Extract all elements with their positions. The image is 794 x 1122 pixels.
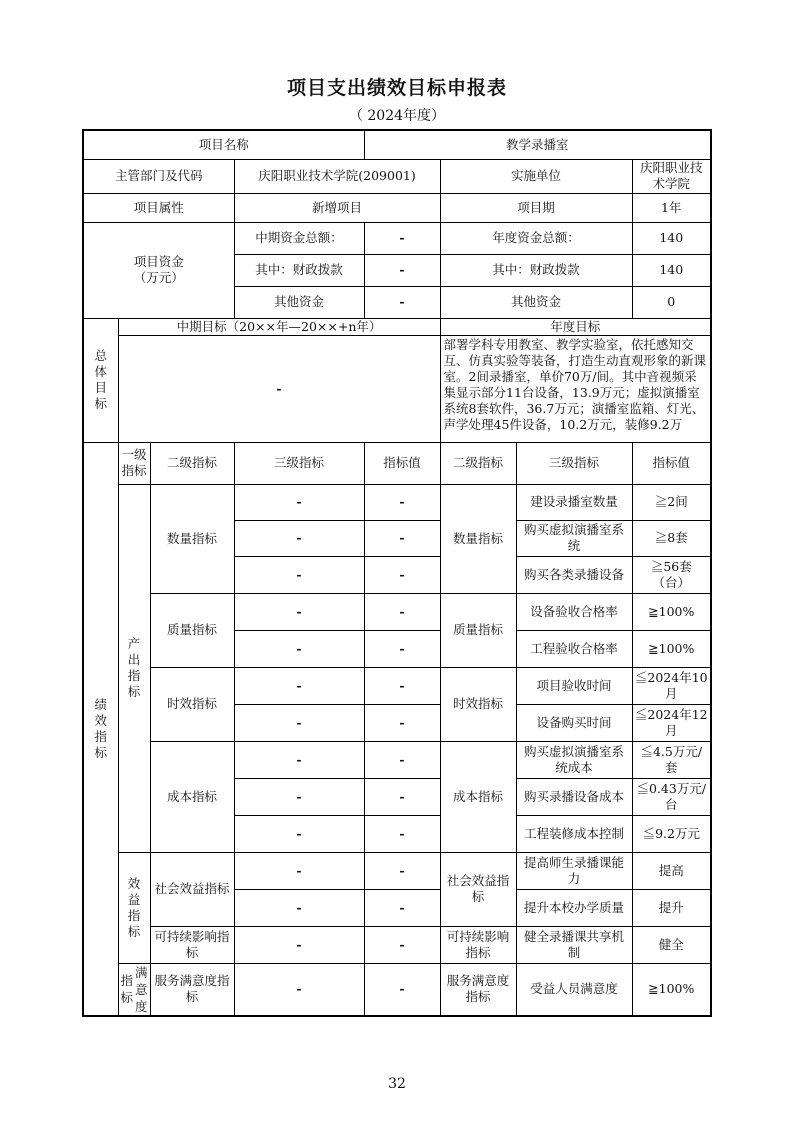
quantity-val-3: ≧56套（台） xyxy=(632,556,711,593)
quantity-val-2: ≧8套 xyxy=(632,520,711,556)
l3-left-cell: - xyxy=(234,889,364,926)
value-left-cell: - xyxy=(364,667,440,704)
l3-left-cell: - xyxy=(234,704,364,741)
page-title: 项目支出绩效目标申报表 xyxy=(286,77,507,99)
social-val-2: 提升 xyxy=(632,889,711,926)
l3-left-cell: - xyxy=(234,815,364,852)
time-l3-1: 项目验收时间 xyxy=(516,667,632,704)
value-left-cell: - xyxy=(364,852,440,889)
indicators-section-text: 绩效指标 xyxy=(94,696,108,760)
time-val-2: ≦2024年12月 xyxy=(632,704,711,741)
social-val-1: 提高 xyxy=(632,852,711,889)
service-l2-left: 服务满意度指标 xyxy=(150,963,234,1016)
value-left-cell: - xyxy=(364,963,440,1016)
dept-label: 主管部门及代码 xyxy=(83,159,234,193)
cost-l2-left: 成本指标 xyxy=(150,741,234,852)
page-number: 32 xyxy=(388,1076,406,1092)
quality-val-1: ≧100% xyxy=(632,593,711,630)
satisfaction-l1-part-b: 满意度 xyxy=(135,964,148,1014)
quantity-l2-left: 数量指标 xyxy=(150,484,234,593)
value-left-cell: - xyxy=(364,926,440,963)
sustain-val-1: 健全 xyxy=(632,926,711,963)
period-label: 项目期 xyxy=(440,193,632,222)
quantity-l2-right: 数量指标 xyxy=(440,484,516,593)
cost-l3-3: 工程装修成本控制 xyxy=(516,815,632,852)
l3-left-cell: - xyxy=(234,778,364,815)
header-value: 指标值 xyxy=(364,442,440,484)
sustain-l2-left: 可持续影响指标 xyxy=(150,926,234,963)
value-left-cell: - xyxy=(364,484,440,520)
time-l2-left: 时效指标 xyxy=(150,667,234,741)
satisfaction-l1-part-a: 指标 xyxy=(120,973,134,1005)
value-left-cell: - xyxy=(364,815,440,852)
service-l3-1: 受益人员满意度 xyxy=(516,963,632,1016)
l3-left-cell: - xyxy=(234,484,364,520)
cost-l2-right: 成本指标 xyxy=(440,741,516,852)
quality-l2-left: 质量指标 xyxy=(150,593,234,667)
quality-l3-2: 工程验收合格率 xyxy=(516,630,632,667)
mid-goal-content: - xyxy=(118,335,440,442)
quality-val-2: ≧100% xyxy=(632,630,711,667)
year-fiscal-label: 其中：财政拨款 xyxy=(440,254,632,286)
year-total-label: 年度资金总额： xyxy=(440,222,632,254)
sustain-l3-1: 健全录播课共享机制 xyxy=(516,926,632,963)
value-left-cell: - xyxy=(364,741,440,778)
quantity-l3-3: 购买各类录播设备 xyxy=(516,556,632,593)
value-left-cell: - xyxy=(364,889,440,926)
l3-left-cell: - xyxy=(234,556,364,593)
year-other-value: 0 xyxy=(632,286,711,318)
social-l2-left: 社会效益指标 xyxy=(150,852,234,926)
cost-l3-2: 购买录播设备成本 xyxy=(516,778,632,815)
l3-left-cell: - xyxy=(234,520,364,556)
value-left-cell: - xyxy=(364,704,440,741)
header-level2b: 二级指标 xyxy=(440,442,516,484)
cost-val-3: ≦9.2万元 xyxy=(632,815,711,852)
value-left-cell: - xyxy=(364,593,440,630)
quality-l3-1: 设备验收合格率 xyxy=(516,593,632,630)
social-l2-right: 社会效益指标 xyxy=(440,852,516,926)
time-val-1: ≦2024年10月 xyxy=(632,667,711,704)
social-l3-2: 提升本校办学质量 xyxy=(516,889,632,926)
mid-other-label: 其他资金 xyxy=(234,286,364,318)
year-total-value: 140 xyxy=(632,222,711,254)
time-l3-2: 设备购买时间 xyxy=(516,704,632,741)
sustain-l2-right: 可持续影响指标 xyxy=(440,926,516,963)
l3-left-cell: - xyxy=(234,630,364,667)
quantity-val-1: ≧2间 xyxy=(632,484,711,520)
project-name-value: 教学录播室 xyxy=(364,130,711,159)
funds-label-line1: 项目资金 xyxy=(133,254,184,269)
overall-goal-label-text: 总体目标 xyxy=(94,348,108,411)
social-l3-1: 提高师生录播课能力 xyxy=(516,852,632,889)
header-level1: 一级指标 xyxy=(118,442,150,484)
page-subtitle: （ 2024年度） xyxy=(348,108,446,124)
mid-total-value: - xyxy=(364,222,440,254)
header-level2: 二级指标 xyxy=(150,442,234,484)
mid-fiscal-value: - xyxy=(364,254,440,286)
mid-goal-header: 中期目标（20××年—20××+n年） xyxy=(118,318,440,335)
quantity-l3-2: 购买虚拟演播室系统 xyxy=(516,520,632,556)
overall-goal-label xyxy=(83,318,118,442)
indicators-section-label xyxy=(83,442,118,1016)
header-valueb: 指标值 xyxy=(632,442,711,484)
quality-l2-right: 质量指标 xyxy=(440,593,516,667)
value-left-cell: - xyxy=(364,778,440,815)
l3-left-cell: - xyxy=(234,852,364,889)
cost-val-2: ≦0.43万元/台 xyxy=(632,778,711,815)
year-goal-text: 部署学科专用教室、教学实验室，依托感知交互、仿真实验等装备，打造生动直观形象的新课室。2间录播室，单价70万/间。其中音视频采集显示部分11台设备，13.9万元；虚拟演播室系统8套软件，36.7万元；演播室监箱、灯光、声学处理45件设备，10.2万元，装修9.2万 xyxy=(443,336,707,432)
cost-val-1: ≦4.5万元/套 xyxy=(632,741,711,778)
l3-left-cell: - xyxy=(234,741,364,778)
l3-left-cell: - xyxy=(234,963,364,1016)
year-goal-content xyxy=(440,335,711,442)
dept-value: 庆阳职业技术学院(209001) xyxy=(234,159,440,193)
value-left-cell: - xyxy=(364,556,440,593)
year-goal-header: 年度目标 xyxy=(440,318,711,335)
funds-label xyxy=(83,222,234,318)
value-left-cell: - xyxy=(364,520,440,556)
l3-left-cell: - xyxy=(234,667,364,704)
attr-value: 新增项目 xyxy=(234,193,440,222)
attr-label: 项目属性 xyxy=(83,193,234,222)
unit-label: 实施单位 xyxy=(440,159,632,193)
header-level3b: 三级指标 xyxy=(516,442,632,484)
funds-label-line2: （万元） xyxy=(133,270,184,285)
performance-target-table xyxy=(82,129,712,1017)
cost-l3-1: 购买虚拟演播室系统成本 xyxy=(516,741,632,778)
time-l2-right: 时效指标 xyxy=(440,667,516,741)
year-fiscal-value: 140 xyxy=(632,254,711,286)
service-val-1: ≧100% xyxy=(632,963,711,1016)
period-value: 1年 xyxy=(632,193,711,222)
project-name-label: 项目名称 xyxy=(83,130,364,159)
mid-other-value: - xyxy=(364,286,440,318)
year-other-label: 其他资金 xyxy=(440,286,632,318)
mid-fiscal-label: 其中：财政拨款 xyxy=(234,254,364,286)
unit-value: 庆阳职业技术学院 xyxy=(632,159,711,193)
quantity-l3-1: 建设录播室数量 xyxy=(516,484,632,520)
value-left-cell: - xyxy=(364,630,440,667)
l3-left-cell: - xyxy=(234,926,364,963)
output-indicator-label: 产出指标 xyxy=(118,484,150,852)
l3-left-cell: - xyxy=(234,593,364,630)
satisfaction-indicator-label xyxy=(118,963,150,1016)
effect-indicator-label: 效益指标 xyxy=(118,852,150,963)
header-level3: 三级指标 xyxy=(234,442,364,484)
mid-total-label: 中期资金总额： xyxy=(234,222,364,254)
service-l2-right: 服务满意度指标 xyxy=(440,963,516,1016)
